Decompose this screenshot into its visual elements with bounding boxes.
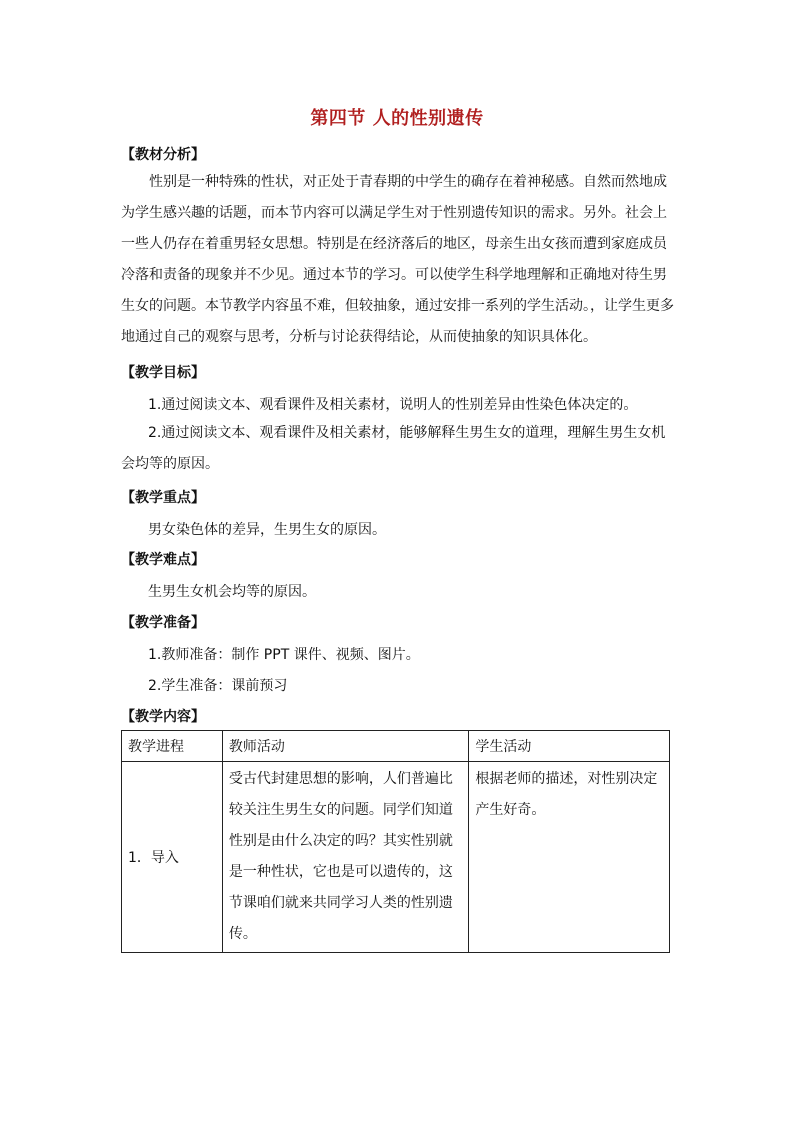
analysis-text: 性别是一种特殊的性状，对正处于青春期的中学生的确存在着神秘感。自然而然地成为学生感兴趣的话题，而本节内容可以满足学生对于性别遗传知识的需求。另外。社会上一些人仍存在着重男轻女思想。特别是在经济落后的地区，母亲生出女孩而遭到家庭成员冷落和责备的现象并不少见。通过本节的学习。可以使学生科学地理解和正确地对待生男生女的问题。本节教学内容虽不难，但较抽象，通过安排一系列的学生活动。，让学生更多地通过自己的观察与思考，分析与讨论获得结论，从而使抽象的知识具体化。 <box>121 174 674 345</box>
prep-item-1: 1.教师准备：制作 PPT 课件、视频、图片。 <box>148 647 420 663</box>
heading-prep: 【教学准备】 <box>121 615 205 631</box>
cell-stage: 1．导入 <box>122 762 223 953</box>
heading-content: 【教学内容】 <box>121 709 205 725</box>
difficulty-text: 生男生女机会均等的原因。 <box>148 584 316 600</box>
goal-item-1: 1.通过阅读文本、观看课件及相关素材，说明人的性别差异由性染色体决定的。 <box>148 397 638 413</box>
heading-key: 【教学重点】 <box>121 490 205 506</box>
goal-item-2: 2.通过阅读文本、观看课件及相关素材，能够解释生男生女的道理，理解生男生女机会均等的原因。 <box>121 425 666 472</box>
key-text: 男女染色体的差异，生男生女的原因。 <box>148 522 386 538</box>
goal-item-2-block <box>121 418 677 480</box>
lesson-table <box>121 730 670 953</box>
table-row <box>122 762 670 953</box>
heading-goals: 【教学目标】 <box>121 365 205 381</box>
header-student: 学生活动 <box>469 731 670 762</box>
analysis-paragraph <box>121 167 677 353</box>
cell-teacher: 受古代封建思想的影响，人们普遍比较关注生男生女的问题。同学们知道性别是由什么决定的吗？其实性别就是一种性状，它也是可以遗传的，这节课咱们就来共同学习人类的性别遗传。 <box>222 762 469 953</box>
table-header-row <box>122 731 670 762</box>
page-title: 第四节 人的性别遗传 <box>310 108 484 129</box>
cell-student: 根据老师的描述，对性别决定产生好奇。 <box>469 762 670 953</box>
header-teacher: 教师活动 <box>222 731 469 762</box>
heading-difficulty: 【教学难点】 <box>121 552 205 568</box>
header-stage: 教学进程 <box>122 731 223 762</box>
prep-item-2: 2.学生准备：课前预习 <box>148 678 288 694</box>
heading-analysis: 【教材分析】 <box>121 147 205 163</box>
